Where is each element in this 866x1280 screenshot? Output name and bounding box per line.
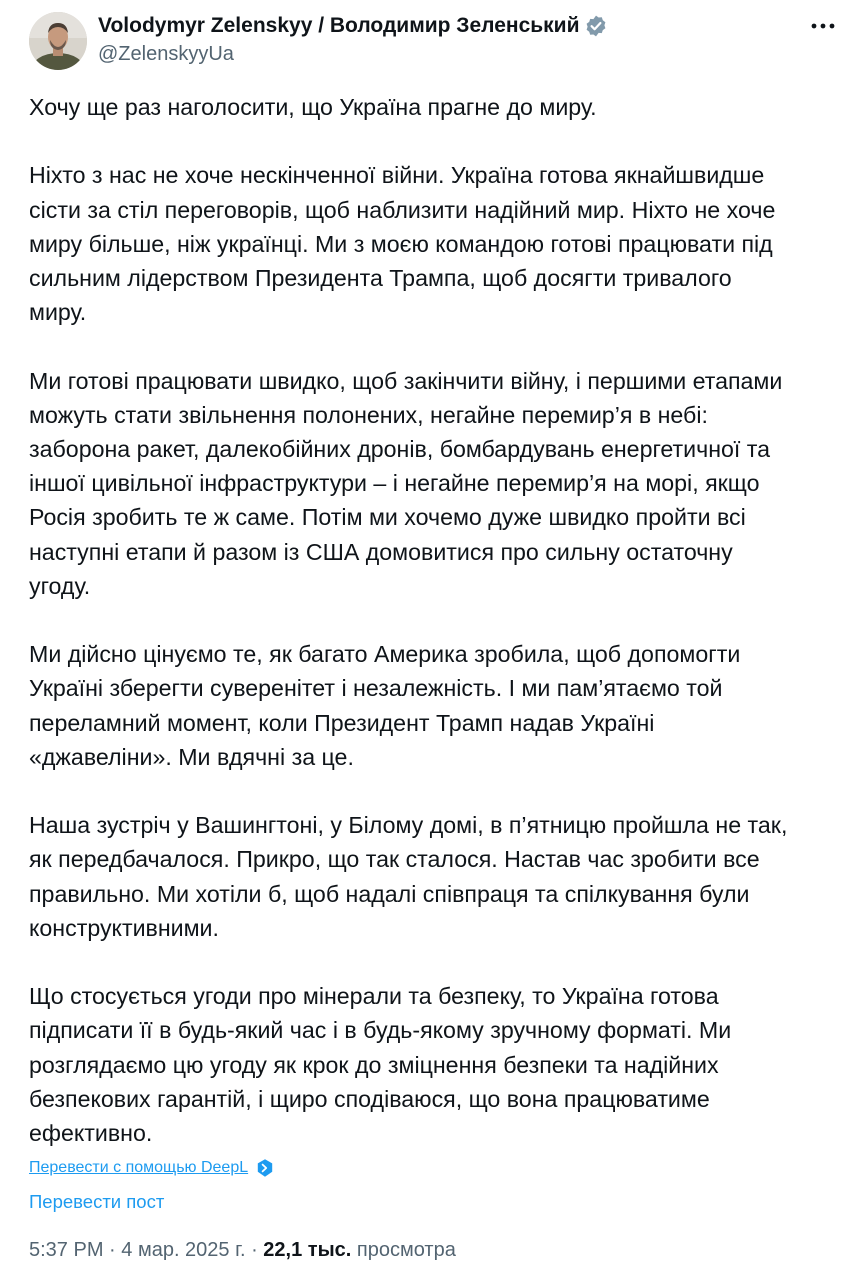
meta-separator: · [103, 1239, 122, 1261]
translate-deepl-label: Перевести с помощью DeepL [29, 1159, 249, 1176]
author-name-row [98, 12, 608, 40]
author-handle[interactable]: @ZelenskyyUa [98, 43, 234, 65]
tweet-author [98, 12, 608, 67]
tweet-paragraph: Ніхто з нас не хоче нескінченної війни. Україна готова якнайшвидше сісти за стіл переговорів, щоб наблизити надійний мир. Ніхто не хоче миру більше, ніж українці. Ми з моєю командою готові працювати під сильним лідерством Президента Трампа, щоб досягти тривалого миру. [29, 162, 776, 326]
tweet-meta [29, 1236, 456, 1264]
more-options-icon[interactable] [808, 14, 838, 38]
author-display-name[interactable]: Volodymyr Zelenskyy / Володимир Зеленський [98, 14, 580, 37]
verified-badge-icon[interactable] [584, 14, 608, 38]
tweet-date[interactable]: 4 мар. 2025 г. [121, 1239, 246, 1261]
deepl-icon [255, 1158, 275, 1178]
tweet-paragraph: Наша зустріч у Вашингтоні, у Білому домі, в п’ятницю пройшла не так, як передбачалося. Прикро, що так сталося. Настав час зробити все правильно. Ми хотіли б, щоб надалі співпраця та спілкування були конструктивними. [29, 812, 788, 941]
tweet-paragraph: Ми дійсно цінуємо те, як багато Америка зробила, щоб допомогти Україні зберегти суверенітет і незалежність. І ми пам’ятаємо той переламний момент, коли Президент Трамп надав Україні «джавеліни». Ми вдячні за це. [29, 641, 741, 770]
views-count[interactable]: 22,1 тыс. [263, 1239, 352, 1261]
tweet-time[interactable]: 5:37 PM [29, 1239, 104, 1261]
tweet-paragraph: Що стосується угоди про мінерали та безпеку, то Україна готова підписати її в будь-який час і в будь-якому зручному форматі. Ми розглядаємо цю угоду як крок до зміцнення безпеки та надійних безпекових гарантій, і щиро сподіваюся, що вона працюватиме ефективно. [29, 983, 732, 1147]
avatar-image [29, 12, 87, 70]
views-label: просмотра [351, 1239, 456, 1261]
translate-post-link[interactable]: Перевести пост [29, 1191, 165, 1212]
tweet-paragraph: Хочу ще раз наголосити, що Україна прагне до миру. [29, 94, 597, 120]
tweet-paragraph: Ми готові працювати швидко, щоб закінчити війну, і першими етапами можуть стати звільнення полонених, негайне перемир’я в небі: заборона ракет, далекобійних дронів, бомбардувань енергетичної та іншої цивільної інфраструктури – і негайне перемир’я на морі, якщо Росія зробить те ж саме. Потім ми хочемо дуже швидко пройти всі наступні етапи й разом із США домовитися про сильну остаточну угоду. [29, 367, 783, 599]
tweet-text [29, 90, 841, 1150]
meta-separator: · [245, 1239, 264, 1261]
translate-deepl-link[interactable] [29, 1156, 275, 1180]
avatar[interactable] [29, 12, 87, 70]
